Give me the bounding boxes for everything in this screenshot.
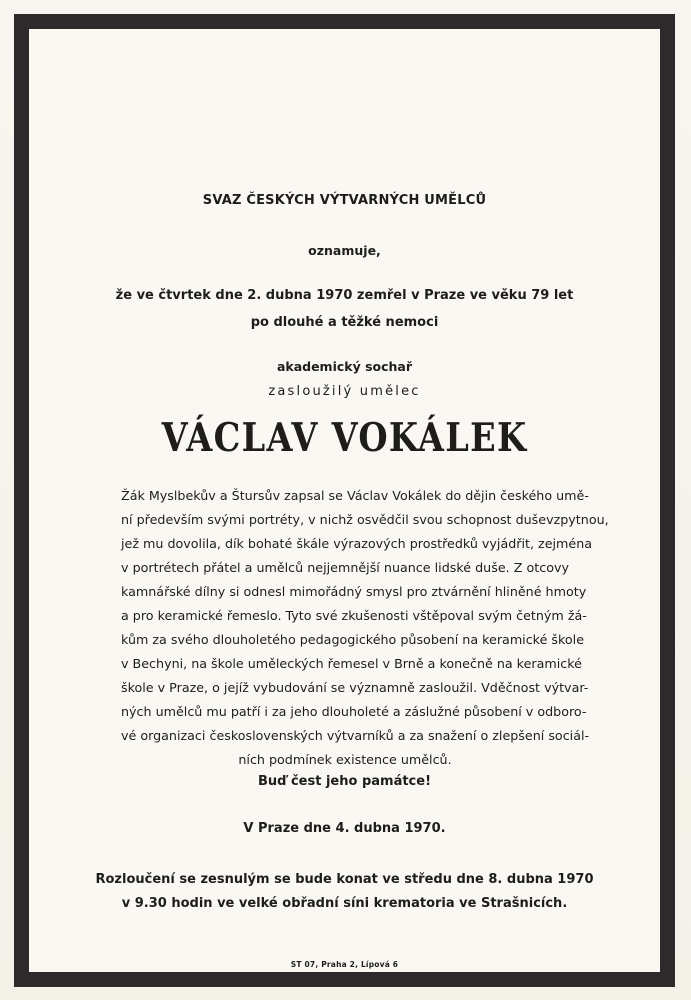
biography-paragraph (121, 484, 609, 772)
notice-content (29, 29, 660, 972)
biography-line: ní především svými portréty, v nichž osvědčil svou schopnost duševzpytnou, (121, 512, 609, 527)
biography-line: ních podmínek existence umělců. (238, 752, 452, 767)
deceased-name: VÁCLAV VOKÁLEK (161, 415, 528, 461)
biography-line: kům za svého dlouholetého pedagogického působení na keramické škole (121, 632, 585, 647)
place-and-date: V Praze dne 4. dubna 1970. (243, 821, 446, 836)
biography-line: kamnářské dílny si odnesl mimořádný smysl pro ztvárnění hliněné hmoty (121, 584, 587, 599)
honorary-title: zasloužilý umělec (268, 384, 421, 399)
death-announcement-line-2: po dlouhé a těžké nemoci (250, 315, 439, 330)
biography-line: ných umělců mu patří i za jeho dlouholeté a záslužné působení v odboro- (121, 704, 587, 719)
biography-line: Žák Myslbekův a Štursův zapsal se Václav Vokálek do dějin českého umě- (121, 488, 589, 503)
funeral-info-line-1: Rozloučení se zesnulým se bude konat ve středu dne 8. dubna 1970 (95, 872, 594, 887)
organization-heading: SVAZ ČESKÝCH VÝTVARNÝCH UMĚLCŮ (202, 193, 487, 208)
announces-text: oznamuje, (308, 243, 381, 258)
academic-title: akademický sochař (276, 359, 413, 374)
mourning-border (14, 14, 675, 987)
biography-line: v portrétech přátel a umělců nejjemnější nuance lidské duše. Z otcovy (121, 560, 569, 575)
printer-imprint: ST 07, Praha 2, Lípová 6 (290, 960, 399, 969)
biography-line: jež mu dovolila, dík bohaté škále výrazových prostředků vyjádřit, zejména (121, 536, 593, 551)
funeral-info-line-2: v 9.30 hodin ve velké obřadní síni krematoria ve Strašnicích. (121, 896, 568, 911)
biography-line: vé organizaci československých výtvarníků a za snažení o zlepšení sociál- (121, 728, 590, 743)
biography-line: v Bechyni, na škole uměleckých řemesel v Brně a konečně na keramické (121, 656, 582, 671)
farewell-text: Buď čest jeho památce! (257, 774, 432, 789)
biography-line: a pro keramické řemeslo. Tyto své zkušenosti vštěpoval svým četným žá- (121, 608, 587, 623)
death-announcement-line-1: že ve čtvrtek dne 2. dubna 1970 zemřel v Praze ve věku 79 let (115, 288, 574, 303)
biography-line: škole v Praze, o jejíž vybudování se významně zasloužil. Vděčnost výtvar- (121, 680, 589, 695)
